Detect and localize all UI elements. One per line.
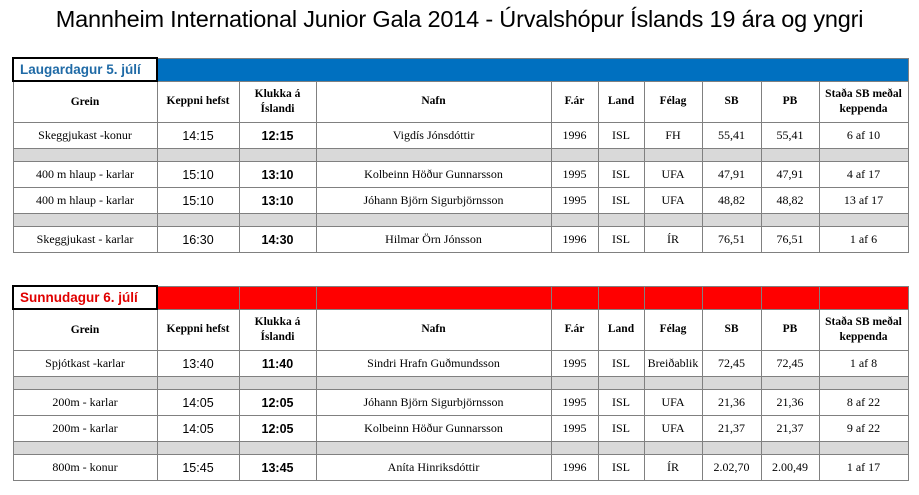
- separator-cell: [316, 149, 551, 162]
- separator-cell: [551, 214, 598, 227]
- column-header-text: Grein: [70, 323, 100, 336]
- separator-cell: [13, 377, 157, 390]
- column-header-text: Land: [607, 95, 635, 108]
- column-header-stada: [819, 81, 908, 123]
- column-header-text: Staða SB meðal: [825, 315, 902, 328]
- cell-stada: 8 af 22: [819, 390, 908, 416]
- cell-stada: 1 af 8: [819, 351, 908, 377]
- table-row: [13, 351, 908, 377]
- cell-klukka: 12:05: [239, 390, 316, 416]
- cell-klukka: 12:05: [239, 416, 316, 442]
- column-header-row: [13, 81, 908, 123]
- cell-felag: FH: [644, 123, 702, 149]
- column-header-text: SB: [724, 323, 739, 336]
- cell-land: ISL: [598, 162, 644, 188]
- column-header-text: F.ár: [564, 323, 585, 336]
- cell-klukka: 13:10: [239, 188, 316, 214]
- table-row: [13, 123, 908, 149]
- column-header-far: [551, 81, 598, 123]
- separator-cell: [819, 214, 908, 227]
- column-header-felag: [644, 81, 702, 123]
- table-row: [13, 227, 908, 253]
- cell-felag: Breiðablik: [644, 351, 702, 377]
- cell-land: ISL: [598, 188, 644, 214]
- column-header-text: Staða SB meðal: [825, 87, 902, 100]
- cell-stada: 6 af 10: [819, 123, 908, 149]
- separator-cell: [157, 377, 239, 390]
- cell-far: 1995: [551, 351, 598, 377]
- column-header-stada: [819, 309, 908, 351]
- column-header-text: Klukka á: [254, 87, 301, 100]
- separator-cell: [761, 149, 819, 162]
- day-color-bar-cell: [761, 286, 819, 309]
- column-header-pb: [761, 81, 819, 123]
- column-header-text: Íslandi: [260, 102, 295, 115]
- cell-grein: Spjótkast -karlar: [13, 351, 157, 377]
- cell-keppni: 15:10: [157, 188, 239, 214]
- column-header-grein: [13, 81, 157, 123]
- cell-grein: 400 m hlaup - karlar: [13, 162, 157, 188]
- separator-cell: [598, 377, 644, 390]
- cell-stada: 1 af 6: [819, 227, 908, 253]
- separator-cell: [819, 377, 908, 390]
- column-header-far: [551, 309, 598, 351]
- day-color-bar-cell: [157, 286, 239, 309]
- day-header-row: [13, 58, 908, 81]
- separator-cell: [239, 377, 316, 390]
- cell-keppni: 15:10: [157, 162, 239, 188]
- cell-klukka: 11:40: [239, 351, 316, 377]
- cell-felag: ÍR: [644, 227, 702, 253]
- separator-cell: [157, 442, 239, 455]
- column-header-text: Klukka á: [254, 315, 301, 328]
- cell-felag: UFA: [644, 416, 702, 442]
- cell-keppni: 14:05: [157, 390, 239, 416]
- day-header-row: [13, 286, 908, 309]
- column-header-grein: [13, 309, 157, 351]
- table-row: [13, 188, 908, 214]
- cell-keppni: 16:30: [157, 227, 239, 253]
- separator-cell: [644, 149, 702, 162]
- cell-klukka: 12:15: [239, 123, 316, 149]
- cell-stada: 13 af 17: [819, 188, 908, 214]
- column-header-text: Félag: [659, 323, 687, 336]
- separator-cell: [239, 442, 316, 455]
- separator-row: [13, 214, 908, 227]
- separator-cell: [598, 149, 644, 162]
- cell-sb: 47,91: [702, 162, 761, 188]
- day-color-bar-cell: [551, 286, 598, 309]
- column-header-text: Keppni hefst: [166, 323, 230, 336]
- day-1-body: [13, 58, 908, 253]
- separator-row: [13, 442, 908, 455]
- column-header-nafn: [316, 81, 551, 123]
- separator-cell: [644, 442, 702, 455]
- cell-felag: UFA: [644, 162, 702, 188]
- cell-keppni: 15:45: [157, 455, 239, 481]
- cell-sb: 55,41: [702, 123, 761, 149]
- column-header-text: PB: [782, 323, 798, 336]
- cell-nafn: Aníta Hinriksdóttir: [316, 455, 551, 481]
- cell-far: 1995: [551, 416, 598, 442]
- page-title: Mannheim International Junior Gala 2014 - Úrvalshópur Íslands 19 ára og yngri: [55, 6, 864, 32]
- column-header-text: keppenda: [839, 330, 888, 343]
- cell-pb: 47,91: [761, 162, 819, 188]
- cell-nafn: Sindri Hrafn Guðmundsson: [316, 351, 551, 377]
- cell-land: ISL: [598, 227, 644, 253]
- separator-cell: [239, 214, 316, 227]
- separator-row: [13, 149, 908, 162]
- separator-cell: [316, 214, 551, 227]
- column-header-row: [13, 309, 908, 351]
- column-header-text: Félag: [659, 95, 687, 108]
- cell-sb: 48,82: [702, 188, 761, 214]
- separator-cell: [316, 442, 551, 455]
- table-row: [13, 455, 908, 481]
- cell-far: 1995: [551, 162, 598, 188]
- day-label: Laugardagur 5. júlí: [13, 58, 157, 81]
- separator-cell: [702, 442, 761, 455]
- day-color-bar-cell: [644, 286, 702, 309]
- separator-cell: [157, 149, 239, 162]
- separator-cell: [598, 442, 644, 455]
- column-header-text: Íslandi: [260, 330, 295, 343]
- schedule-table-day-2: [12, 285, 909, 481]
- cell-nafn: Vigdís Jónsdóttir: [316, 123, 551, 149]
- separator-row: [13, 377, 908, 390]
- separator-cell: [702, 377, 761, 390]
- separator-cell: [644, 377, 702, 390]
- separator-cell: [13, 149, 157, 162]
- separator-cell: [316, 377, 551, 390]
- cell-far: 1995: [551, 188, 598, 214]
- cell-felag: ÍR: [644, 455, 702, 481]
- cell-grein: 400 m hlaup - karlar: [13, 188, 157, 214]
- separator-cell: [598, 214, 644, 227]
- separator-cell: [761, 377, 819, 390]
- column-header-land: [598, 81, 644, 123]
- cell-stada: 4 af 17: [819, 162, 908, 188]
- cell-sb: 72,45: [702, 351, 761, 377]
- cell-far: 1996: [551, 227, 598, 253]
- day-color-bar-cell: [598, 286, 644, 309]
- column-header-felag: [644, 309, 702, 351]
- separator-cell: [13, 214, 157, 227]
- cell-sb: 21,37: [702, 416, 761, 442]
- separator-cell: [644, 214, 702, 227]
- day-color-bar-cell: [316, 286, 551, 309]
- cell-stada: 9 af 22: [819, 416, 908, 442]
- day-2-body: [13, 286, 908, 481]
- cell-grein: Skeggjukast - karlar: [13, 227, 157, 253]
- cell-land: ISL: [598, 416, 644, 442]
- cell-far: 1995: [551, 390, 598, 416]
- separator-cell: [157, 214, 239, 227]
- separator-cell: [819, 442, 908, 455]
- cell-grein: 200m - karlar: [13, 390, 157, 416]
- separator-cell: [239, 149, 316, 162]
- cell-nafn: Jóhann Björn Sigurbjörnsson: [316, 188, 551, 214]
- column-header-text: Grein: [70, 95, 100, 108]
- day-color-bar: [157, 58, 908, 81]
- cell-far: 1996: [551, 123, 598, 149]
- separator-cell: [702, 149, 761, 162]
- cell-grein: 800m - konur: [13, 455, 157, 481]
- cell-felag: UFA: [644, 390, 702, 416]
- column-header-text: PB: [782, 95, 798, 108]
- cell-land: ISL: [598, 390, 644, 416]
- table-row: [13, 390, 908, 416]
- separator-cell: [819, 149, 908, 162]
- table-row: [13, 416, 908, 442]
- column-header-keppni: [157, 309, 239, 351]
- schedule-table-day-1: [12, 57, 909, 253]
- cell-land: ISL: [598, 123, 644, 149]
- column-header-text: Nafn: [421, 323, 446, 336]
- cell-stada: 1 af 17: [819, 455, 908, 481]
- column-header-text: Nafn: [421, 95, 446, 108]
- cell-nafn: Kolbeinn Höður Gunnarsson: [316, 162, 551, 188]
- day-color-bar-cell: [702, 286, 761, 309]
- cell-pb: 55,41: [761, 123, 819, 149]
- column-header-land: [598, 309, 644, 351]
- column-header-text: Keppni hefst: [166, 95, 230, 108]
- cell-pb: 72,45: [761, 351, 819, 377]
- column-header-nafn: [316, 309, 551, 351]
- cell-pb: 48,82: [761, 188, 819, 214]
- separator-cell: [551, 149, 598, 162]
- cell-sb: 76,51: [702, 227, 761, 253]
- separator-cell: [551, 377, 598, 390]
- cell-grein: Skeggjukast -konur: [13, 123, 157, 149]
- cell-sb: 21,36: [702, 390, 761, 416]
- table-row: [13, 162, 908, 188]
- column-header-sb: [702, 81, 761, 123]
- cell-klukka: 14:30: [239, 227, 316, 253]
- column-header-text: F.ár: [564, 95, 585, 108]
- column-header-klukka: [239, 81, 316, 123]
- cell-klukka: 13:45: [239, 455, 316, 481]
- cell-pb: 21,36: [761, 390, 819, 416]
- column-header-keppni: [157, 81, 239, 123]
- cell-nafn: Hilmar Örn Jónsson: [316, 227, 551, 253]
- separator-cell: [13, 442, 157, 455]
- cell-pb: 76,51: [761, 227, 819, 253]
- cell-klukka: 13:10: [239, 162, 316, 188]
- separator-cell: [761, 442, 819, 455]
- column-header-text: keppenda: [839, 102, 888, 115]
- cell-land: ISL: [598, 351, 644, 377]
- column-header-text: SB: [724, 95, 739, 108]
- cell-pb: 21,37: [761, 416, 819, 442]
- cell-sb: 2.02,70: [702, 455, 761, 481]
- cell-keppni: 14:15: [157, 123, 239, 149]
- column-header-pb: [761, 309, 819, 351]
- day-label: Sunnudagur 6. júlí: [13, 286, 157, 309]
- cell-nafn: Kolbeinn Höður Gunnarsson: [316, 416, 551, 442]
- cell-pb: 2.00,49: [761, 455, 819, 481]
- cell-keppni: 13:40: [157, 351, 239, 377]
- column-header-sb: [702, 309, 761, 351]
- cell-nafn: Jóhann Björn Sigurbjörnsson: [316, 390, 551, 416]
- separator-cell: [551, 442, 598, 455]
- column-header-klukka: [239, 309, 316, 351]
- day-color-bar-cell: [239, 286, 316, 309]
- day-color-bar-cell: [819, 286, 908, 309]
- cell-felag: UFA: [644, 188, 702, 214]
- cell-land: ISL: [598, 455, 644, 481]
- cell-keppni: 14:05: [157, 416, 239, 442]
- separator-cell: [702, 214, 761, 227]
- cell-far: 1996: [551, 455, 598, 481]
- column-header-text: Land: [607, 323, 635, 336]
- cell-grein: 200m - karlar: [13, 416, 157, 442]
- separator-cell: [761, 214, 819, 227]
